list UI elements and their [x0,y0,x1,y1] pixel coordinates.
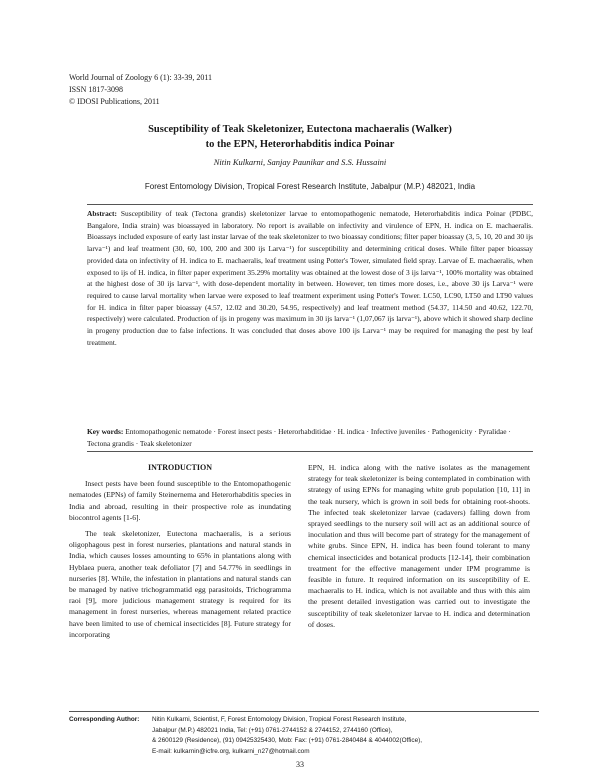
journal-citation: World Journal of Zoology 6 (1): 33-39, 2011 [69,73,213,82]
abstract-block [87,208,533,348]
intro-paragraph-3: EPN, H. indica along with the native isolates as the management strategy for teak skeletonizer is being contemplated in combination with strategy of using EPNs for managing white grub population [10, 11] in the teak nursery, which is grown in soil beds for obtaining root-shoots. The infected teak skeletonizer larvae (cadavers) falling down from sprayed seedlings to the nursery soil will act as an additional source of inoculation and thus will become part of strategy for the management of white grubs. Since EPN, H. indica has been found tolerant to many chemical insecticides and botanical products [12-14], their combination treatment for the effective management under IPM programme is feasible in future. It required information on its susceptibility of E. machaeralis to H. indica, which is not available and thus with this aim the present detailed investigation was carried out to investigate the susceptibility of teak skeletonizer larvae to H. indica and determination of doses. [308,463,530,629]
intro-paragraph-2: The teak skeletonizer, Eutectona machaeralis, is a serious oligophagous pest in forest nurseries, plantations and natural stands in India, which causes losses amounting to 65% in plantations along with Hyblaea puera, another teak defoliator [7] and 54.77% in seedlings in nurseries [8]. While, the infestation in plantations and natural stands can be managed by native trichogrammatid egg parasitoids, Trichogramma raoi [9], more judicious management strategy is required for its management in forest nurseries, whereas management related practice have been limited to use of chemical insecticides [8]. Future strategy for incorporating [69,529,291,639]
keywords-block [87,426,533,449]
left-column [69,462,291,645]
corresponding-line-4: E-mail: kulkarnin@icfre.org, kulkarni_n27@hotmail.com [152,747,310,755]
keywords-bottom-rule [87,451,533,452]
journal-header [69,72,212,108]
corresponding-line-1: Nitin Kulkarni, Scientist, F, Forest Entomology Division, Tropical Forest Research Institute, [152,716,407,723]
paper-title-line-1: Susceptibility of Teak Skeletonizer, Eutectona machaeralis (Walker) [148,124,452,135]
paper-title [100,122,500,152]
paper-authors: Nitin Kulkarni, Sanjay Paunikar and S.S. Hussaini [213,157,387,167]
footnote-rule [69,711,539,712]
corresponding-line-3: & 2600129 (Residence), (91) 09425325430, Mob: Fax: (+91) 0761-2840484 & 4044002(Office), [152,737,423,744]
corresponding-author-label: Corresponding Author: [69,716,140,723]
corresponding-line-2: Jabalpur (M.P.) 482021 India, Tel: (+91) 0761-2744152 & 2744152, 2744160 (Office), [152,726,393,734]
paper-title-line-2: to the EPN, Heterorhabditis indica Poinar [205,139,395,150]
right-column [308,462,530,635]
section-heading-introduction: INTRODUCTION [147,463,212,472]
abstract-text: Susceptibility of teak (Tectona grandis) skeletonizer larvae to entomopathogenic nematode, Heterorhabditis indica Poinar (PDBC, Bangalore, India strain) was bioassayed in laboratory. No report is available on infectivity and virulence of EPN, H. indica on E. machaeralis. Bioassays included exposure of early last instar larvae of the teak skeletonizer to two bioassay conditions; filter paper bioassay (3, 5, 10, 20 and 30 ijs larva⁻¹) and leaf treatment (30, 60, 100, 200 and 300 ijs Larva⁻¹) for susceptibility and determining critical doses. While filter paper bioassay provided data on infectivity of H. indica to E. machaeralis, leaf treatment using Potter's Tower, simulated field spray. Larvae of E. machaeralis, when exposed to ijs of H. indica, in filter paper experiment 35.29% mortality was obtained at the lowest dose of 3 ijs larva⁻¹, 100% mortality was obtained at the highest dose of 30 ijs larva⁻¹, with dose-dependent mortality in between. However, ten times more doses, i.e., above 30 ijs Larva⁻¹ were required to cause larval mortality when larvae were exposed to leaf treatment experiment using Potter's Tower. LC50, LC90, LT50 and LT90 values for H. indica in filter paper bioassay (4.57, 12.02 and 30.20, 54.95, respectively) and leaf treatment method (54.37, 114.50 and 40.62, 122.70, respectively) were calculated. Production of ijs in progeny was maximum in 30 ijs larva⁻¹ (1,07,067 ijs larva⁻¹), above which it showed sharp decline in progeny production due to false infections. It was concluded that doses above 100 ijs Larva⁻¹ may be required for managing the pest by leaf treatment. [87,209,533,347]
author-affiliation: Forest Entomology Division, Tropical Forest Research Institute, Jabalpur (M.P.) 482021, India [144,182,476,191]
abstract-label: Abstract: [87,209,117,218]
journal-issn: ISSN 1817-3098 [69,85,124,94]
keywords-text: Entomopathogenic nematode · Forest insect pests · Heterorhabditidae · H. indica · Infective juveniles · Pathogenicity · Pyralidae · Tectona grandis · Teak skeletonizer [87,427,511,448]
corresponding-author-details [152,715,542,757]
page-number: 33 [296,760,304,769]
intro-paragraph-1: Insect pests have been found susceptible to the Entomopathogenic nematodes (EPNs) of family Steinernema and Heterorhabditis species in India and abroad, resulting in their prospective role as inundating biocontrol agents [1-6]. [69,479,291,522]
abstract-top-rule [87,204,533,205]
keywords-label: Key words: [87,427,124,436]
journal-copyright: © IDOSI Publications, 2011 [69,97,160,106]
